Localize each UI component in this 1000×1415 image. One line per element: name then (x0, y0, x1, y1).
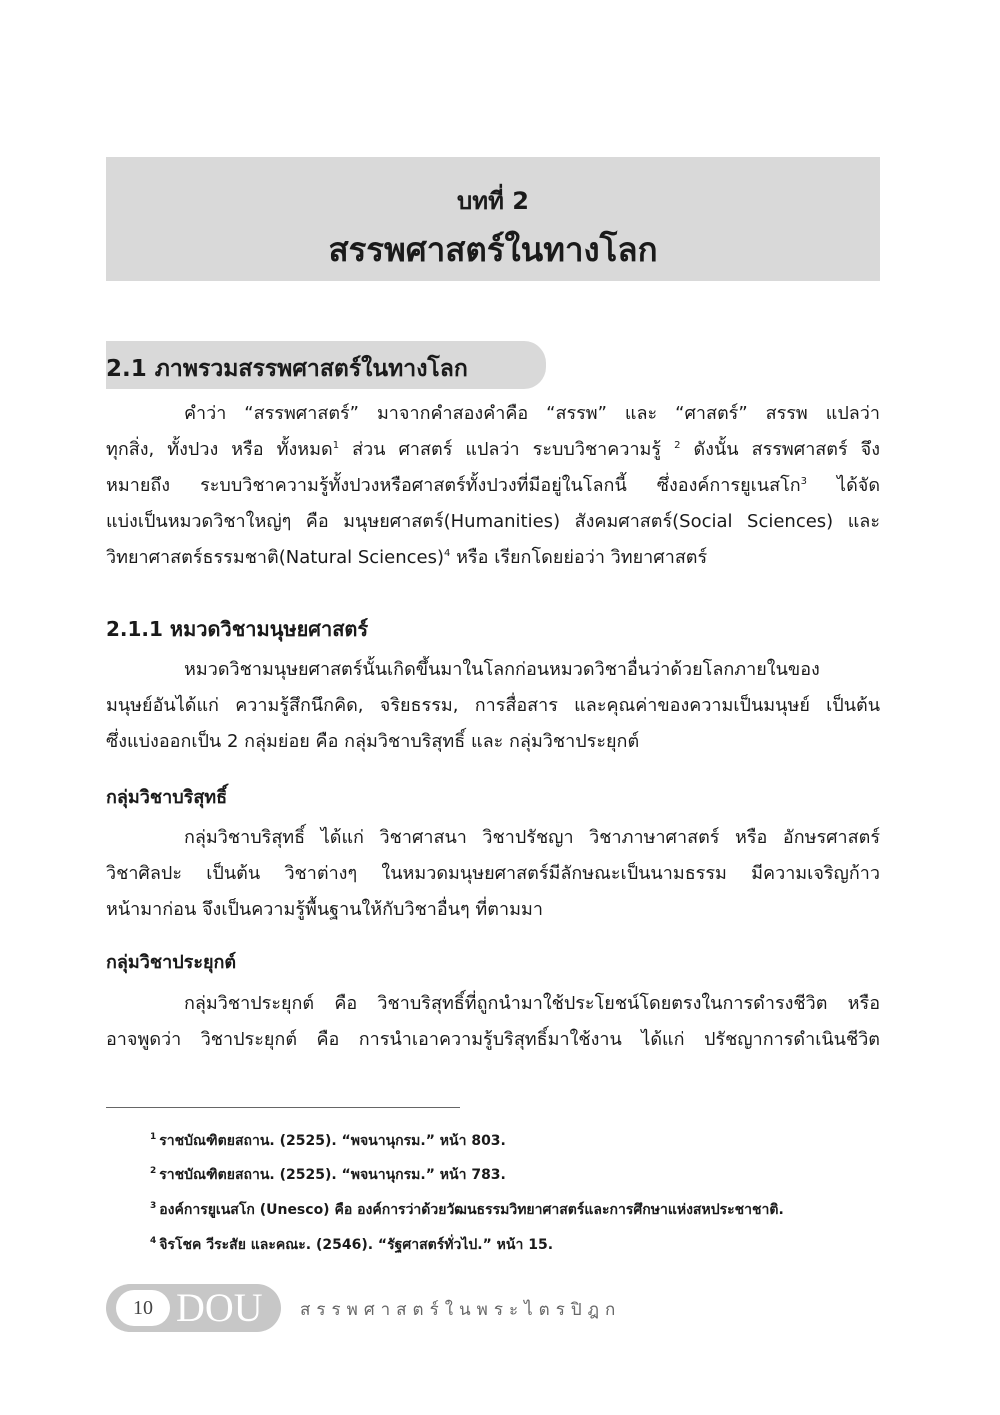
footnote-ref[interactable]: 4 (444, 548, 451, 559)
footnote: $^1$ ราชบัณฑิตยสถาน. (2525). “พจนานุกรม.” หน้า 803. (150, 1132, 506, 1149)
footnote-divider (106, 1107, 460, 1108)
paragraph-line: วิทยาศาสตร์ธรรมชาติ(Natural Sciences)$^4$ หรือ เรียกโดยย่อว่า วิทยาศาสตร์ (106, 547, 708, 568)
footnote-ref[interactable]: 3 (800, 476, 808, 487)
subsection-heading: 2.1.1 หมวดวิชามนุษยศาสตร์ (106, 617, 369, 641)
page-number: 10 (116, 1290, 170, 1326)
book-title: สรรพศาสตร์ในพระไตรปิฎก (300, 1300, 622, 1320)
section-heading: 2.1 ภาพรวมสรรพศาสตร์ในทางโลก (106, 356, 468, 382)
section-heading-box (106, 341, 546, 389)
paragraph-line: คำว่า “สรรพศาสตร์” มาจากคำสองคำคือ “สรรพ” และ “ศาสตร์” สรรพ แปลว่า (184, 403, 880, 424)
dou-logo: DOU (176, 1285, 263, 1330)
chapter-label: บทที่ 2 (457, 187, 529, 215)
footnote-ref[interactable]: 1 (332, 440, 340, 451)
paragraph-line: แบ่งเป็นหมวดวิชาใหญ่ๆ คือ มนุษยศาสตร์(Humanities) สังคมศาสตร์(Social Sciences) และ (106, 511, 880, 532)
chapter-title: สรรพศาสตร์ในทางโลก (328, 230, 658, 269)
paragraph-line: วิชาศิลปะ เป็นต้น วิชาต่างๆ ในหมวดมนุษยศาสตร์มีลักษณะเป็นนามธรรม มีความเจริญก้าว (106, 863, 880, 884)
paragraph-line: อาจพูดว่า วิชาประยุกต์ คือ การนำเอาความรู้บริสุทธิ์มาใช้งาน ได้แก่ ปรัชญาการดำเนินชีวิต (106, 1029, 880, 1050)
pure-group-heading: กลุ่มวิชาบริสุทธิ์ (106, 787, 228, 808)
paragraph-line: ซึ่งแบ่งออกเป็น 2 กลุ่มย่อย คือ กลุ่มวิชาบริสุทธิ์ และ กลุ่มวิชาประยุกต์ (106, 731, 640, 752)
footnote: $^4$ จิรโชค วีระสัย และคณะ. (2546). “รัฐศาสตร์ทั่วไป.” หน้า 15. (150, 1236, 554, 1253)
applied-group-paragraph (106, 986, 880, 1058)
footnote: $^2$ ราชบัณฑิตยสถาน. (2525). “พจนานุกรม.” หน้า 783. (150, 1166, 506, 1183)
chapter-header (106, 157, 880, 281)
footer-badge (106, 1284, 281, 1332)
paragraph-line: หมวดวิชามนุษยศาสตร์นั้นเกิดขึ้นมาในโลกก่อนหมวดวิชาอื่นว่าด้วยโลกภายในของ (184, 659, 820, 680)
paragraph-line: มนุษย์อันได้แก่ ความรู้สึกนึกคิด, จริยธรรม, การสื่อสาร และคุณค่าของความเป็นมนุษย์ เป็นต้น (106, 695, 880, 716)
footnote-ref[interactable]: 2 (674, 440, 681, 451)
intro-paragraph (106, 396, 880, 576)
subsection-paragraph (106, 652, 880, 760)
paragraph-line: หมายถึง ระบบวิชาความรู้ทั้งปวงหรือศาสตร์ทั้งปวงที่มีอยู่ในโลกนี้ ซึ่งองค์การยูเนสโก$^3$ ได้จัด (106, 475, 880, 496)
footnote: $^3$ องค์การยูเนสโก (Unesco) คือ องค์การว่าด้วยวัฒนธรรมวิทยาศาสตร์และการศึกษาแห่งสหประชาชาติ. (150, 1201, 784, 1218)
paragraph-line: กลุ่มวิชาบริสุทธิ์ ได้แก่ วิชาศาสนา วิชาปรัชญา วิชาภาษาศาสตร์ หรือ อักษรศาสตร์ (184, 827, 880, 848)
pure-group-paragraph (106, 820, 880, 928)
paragraph-line: กลุ่มวิชาประยุกต์ คือ วิชาบริสุทธิ์ที่ถูกนำมาใช้ประโยชน์โดยตรงในการดำรงชีวิต หรือ (184, 993, 880, 1014)
paragraph-line: หน้ามาก่อน จึงเป็นความรู้พื้นฐานให้กับวิชาอื่นๆ ที่ตามมา (106, 899, 543, 920)
paragraph-line: ทุกสิ่ง, ทั้งปวง หรือ ทั้งหมด$^1$ ส่วน ศาสตร์ แปลว่า ระบบวิชาความรู้ $^2$ ดังนั้น สรรพศาสตร์ จึง (106, 439, 880, 460)
applied-group-heading: กลุ่มวิชาประยุกต์ (106, 952, 237, 973)
